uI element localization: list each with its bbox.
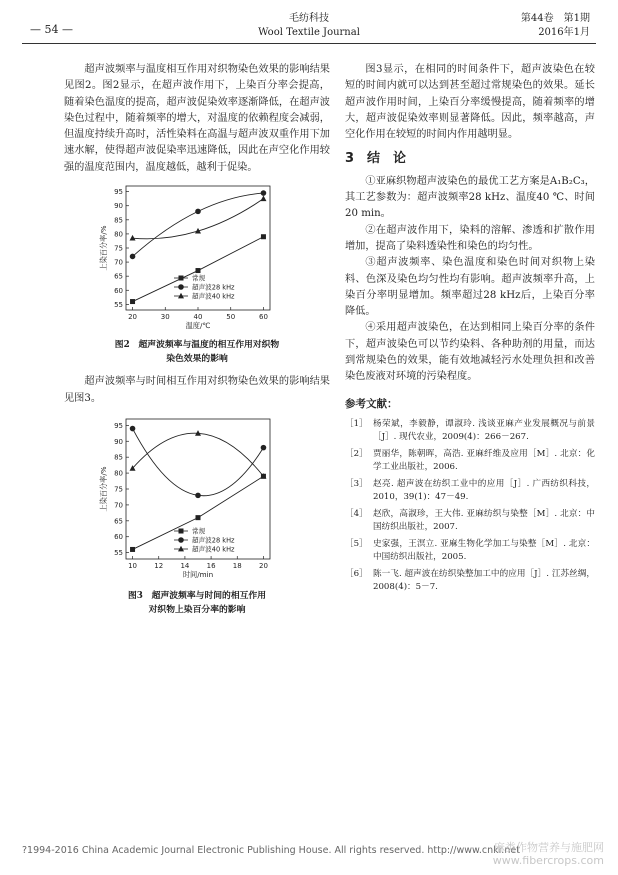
issue-info	[521, 12, 590, 40]
figure-3-chart	[64, 411, 330, 581]
conclusion-item: ①亚麻织物超声波染色的最优工艺方案是A₁B₂C₃，其工艺参数为：超声波频率28 kHz、温度40 ℃、时间20 min。	[345, 175, 595, 220]
y-tick-label: 90	[114, 437, 123, 446]
issue-date: 2016年1月	[538, 27, 590, 38]
y-tick-label: 65	[114, 272, 123, 281]
y-tick-label: 90	[114, 202, 123, 211]
data-point	[260, 196, 266, 202]
legend-marker	[178, 537, 184, 543]
x-axis-label: 温度/℃	[185, 321, 211, 331]
data-point	[130, 547, 135, 552]
legend-label: 超声波40 kHz	[192, 292, 235, 301]
figure-3	[64, 411, 330, 617]
watermark	[493, 841, 604, 867]
figure-2-chart	[64, 180, 330, 330]
data-point	[130, 235, 136, 241]
reference-text: 贾丽华，陈朝晖，高浩. 亚麻纤维及应用［M］. 北京：化学工业出版社，2006.	[373, 448, 595, 472]
conclusion-item: ②在超声波作用下，染料的溶解、渗透和扩散作用增加，提高了染料透染性和染色的均匀性。	[345, 224, 595, 252]
y-tick-label: 55	[114, 549, 123, 558]
page-header	[22, 10, 596, 54]
y-tick-label: 95	[114, 188, 123, 197]
left-column	[64, 62, 330, 617]
y-tick-label: 85	[114, 216, 123, 225]
y-tick-label: 65	[114, 517, 123, 526]
x-tick-label: 14	[180, 561, 190, 570]
reference-text: 史家强，王溟立. 亚麻生物化学加工与染整［M］. 北京：中国纺织出版社，2005.	[373, 538, 595, 562]
legend-marker	[178, 546, 184, 552]
y-tick-label: 60	[114, 533, 123, 542]
x-tick-label: 16	[206, 561, 216, 570]
legend-label: 超声波40 kHz	[192, 545, 235, 554]
y-tick-label: 70	[114, 258, 123, 267]
reference-number: ［6］	[345, 568, 368, 579]
reference-number: ［1］	[345, 418, 368, 429]
y-axis-label: 上染百分率/%	[99, 225, 108, 271]
data-point	[130, 426, 136, 432]
data-point	[195, 209, 201, 215]
caption-line: 图2 超声波频率与温度的相互作用对织物	[114, 340, 280, 351]
reference-number: ［2］	[345, 448, 368, 459]
legend-label: 常规	[192, 274, 206, 283]
legend-label: 超声波28 kHz	[192, 283, 235, 292]
data-point	[196, 515, 201, 520]
y-axis-label: 上染百分率/%	[99, 466, 108, 512]
reference-list	[345, 418, 595, 594]
caption-line: 对织物上染百分率的影响	[148, 605, 246, 616]
x-tick-label: 40	[193, 313, 203, 322]
reference-text: 杨荣斌，李毅静，谭淑玲. 浅谈亚麻产业发展概况与前景［J］. 现代农业，2009(4)：266－267.	[373, 418, 595, 442]
header-rule	[22, 43, 596, 44]
y-tick-label: 70	[114, 501, 123, 510]
reference-item	[345, 538, 595, 564]
reference-item	[345, 478, 595, 504]
data-point	[261, 190, 267, 196]
reference-text: 赵欣，高淑珍，王大伟. 亚麻纺织与染整［M］. 北京：中国纺织出版社，2007.	[373, 508, 595, 532]
figure-2	[64, 180, 330, 366]
journal-title	[22, 12, 596, 40]
caption-line: 图3 超声波频率与时间的相互作用	[127, 591, 267, 602]
y-tick-label: 80	[114, 230, 123, 239]
y-tick-label: 85	[114, 453, 123, 462]
reference-item	[345, 508, 595, 534]
caption-line: 染色效果的影响	[166, 354, 228, 365]
paragraph: 超声波频率与温度相互作用对织物染色效果的影响结果见图2。图2显示，在超声波作用下，上染百分率会提高，随着染色温度的提高，超声波促染效率逐渐降低，在超声波染色过程中，随着频率的增大，对温度的依赖程度会减弱，但温度持续升高时，活性染料在高温与超声波双重作用下加速水解，使得超声波促染率迅速降低，因此在声空化作用较强的温度范围内，温度越低，越利于促染。	[64, 64, 330, 173]
journal-title-en: Wool Textile Journal	[258, 27, 360, 38]
data-point	[130, 299, 135, 304]
y-tick-label: 55	[114, 300, 123, 309]
reference-number: ［4］	[345, 508, 368, 519]
x-axis-label: 时间/min	[182, 569, 214, 579]
reference-item	[345, 448, 595, 474]
figure-2-caption	[64, 338, 330, 366]
x-tick-label: 18	[232, 561, 242, 570]
legend-marker	[178, 293, 184, 299]
x-tick-label: 20	[128, 313, 138, 322]
x-tick-label: 10	[128, 561, 138, 570]
reference-number: ［5］	[345, 538, 368, 549]
series-line	[133, 433, 264, 476]
paragraph: 超声波频率与时间相互作用对织物染色效果的影响结果见图3。	[64, 376, 330, 404]
references-heading: 参考文献：	[345, 397, 398, 410]
x-tick-label: 50	[226, 313, 236, 322]
data-point	[130, 254, 136, 260]
paragraph: 图3显示，在相同的时间条件下，超声波染色在较短的时间内就可以达到甚至超过常规染色的效果。延长超声波作用时间，上染百分率缓慢提高，随着频率的增大，超声波促染效率则显著降低。因此，频率越高，声空化作用在较短的时间内作用越明显。	[345, 64, 595, 141]
data-point	[261, 234, 266, 239]
conclusion-item: ④采用超声波染色，在达到相同上染百分率的条件下，超声波染色可以节约染料、各种助剂的用量，而达到常规染色的效果，能有效地减轻污水处理负担和改善染色废液对环境的污染程度。	[345, 322, 595, 383]
data-point	[196, 268, 201, 273]
legend-marker	[179, 276, 184, 281]
x-tick-label: 20	[258, 561, 268, 570]
reference-item	[345, 568, 595, 594]
data-point	[261, 445, 267, 451]
legend-marker	[178, 284, 184, 290]
y-tick-label: 75	[114, 244, 123, 253]
reference-text: 赵亮. 超声波在纺织工业中的应用［J］. 广西纺织科技，2010，39(1)：47－49.	[373, 478, 595, 502]
x-tick-label: 30	[160, 313, 170, 322]
journal-title-cn: 毛纺科技	[289, 13, 329, 24]
y-tick-label: 80	[114, 469, 123, 478]
reference-text: 陈一飞. 超声波在纺织染整加工中的应用［J］. 江苏丝绸，2008(4)：5－7.	[373, 568, 595, 592]
legend-label: 常规	[192, 527, 206, 536]
right-column	[345, 62, 595, 598]
y-tick-label: 60	[114, 286, 123, 295]
legend-label: 超声波28 kHz	[192, 536, 235, 545]
section-heading: 3 结 论	[345, 151, 407, 167]
reference-number: ［3］	[345, 478, 368, 489]
watermark-line: www.fibercrops.com	[492, 854, 604, 867]
x-tick-label: 12	[154, 561, 164, 570]
copyright-footer: ?1994-2016 China Academic Journal Electronic Publishing House. All rights reserved. http://www.cnki.net	[22, 845, 520, 856]
series-line	[133, 429, 264, 496]
figure-3-caption	[64, 589, 330, 617]
volume-issue: 第44卷 第1期	[520, 13, 590, 24]
watermark-line: 麻类作物营养与施肥网	[494, 841, 604, 854]
legend-marker	[179, 528, 184, 533]
page-number: — 54 —	[30, 23, 73, 36]
x-tick-label: 60	[258, 313, 268, 322]
conclusion-item: ③超声波频率、染色温度和染色时间对织物上染料、色深及染色均匀性均有影响。超声波频率升高，上染百分率明显增加。频率超过28 kHz后，上染百分率降低。	[345, 257, 595, 318]
data-point	[195, 493, 201, 499]
reference-item	[345, 418, 595, 444]
y-tick-label: 95	[114, 421, 123, 430]
y-tick-label: 75	[114, 485, 123, 494]
